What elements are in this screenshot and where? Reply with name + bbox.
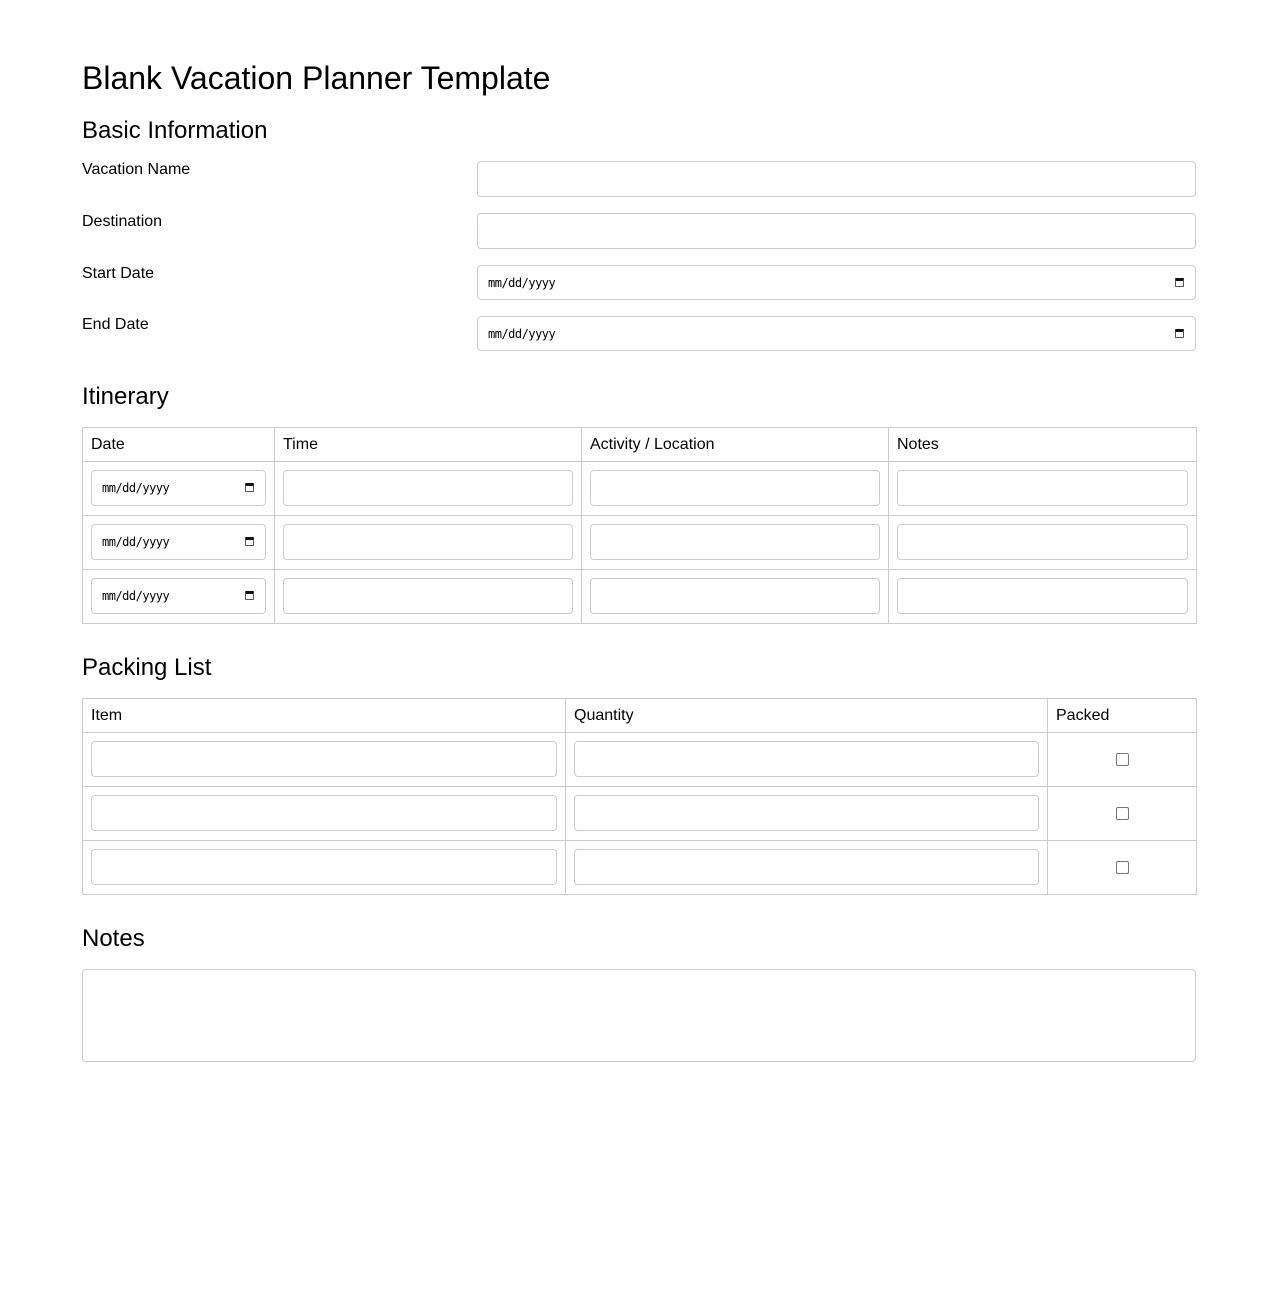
calendar-icon[interactable] <box>1175 278 1184 287</box>
itinerary-time-input[interactable] <box>283 578 573 614</box>
end-date-placeholder: mm/dd/yyyy <box>488 327 556 341</box>
packed-checkbox[interactable] <box>1116 807 1129 820</box>
itinerary-notes-input[interactable] <box>897 578 1188 614</box>
itinerary-date-input[interactable] <box>91 578 266 614</box>
column-header-activity: Activity / Location <box>582 428 889 462</box>
column-header-item: Item <box>83 699 566 733</box>
itinerary-table <box>82 427 1197 624</box>
destination-input[interactable] <box>477 213 1196 249</box>
column-header-notes: Notes <box>889 428 1197 462</box>
itinerary-header-row <box>83 428 1197 462</box>
itinerary-notes-input[interactable] <box>897 524 1188 560</box>
packing-item-input[interactable] <box>91 741 557 777</box>
calendar-icon[interactable] <box>1175 329 1184 338</box>
itinerary-date-input[interactable] <box>91 524 266 560</box>
column-header-date: Date <box>83 428 275 462</box>
notes-heading: Notes <box>82 925 145 952</box>
packing-item-input[interactable] <box>91 849 557 885</box>
vacation-name-input[interactable] <box>477 161 1196 197</box>
packing-quantity-input[interactable] <box>574 795 1039 831</box>
itinerary-notes-input[interactable] <box>897 470 1188 506</box>
packing-list-heading: Packing List <box>82 654 212 681</box>
packing-quantity-input[interactable] <box>574 849 1039 885</box>
itinerary-row <box>83 516 1197 570</box>
itinerary-row <box>83 462 1197 516</box>
date-placeholder: mm/dd/yyyy <box>102 481 170 495</box>
basic-info-heading: Basic Information <box>82 117 268 144</box>
itinerary-row <box>83 570 1197 624</box>
end-date-label: End Date <box>82 316 149 333</box>
start-date-label: Start Date <box>82 265 155 282</box>
start-date-placeholder: mm/dd/yyyy <box>488 276 556 290</box>
packing-row <box>83 841 1197 895</box>
page-title: Blank Vacation Planner Template <box>82 60 551 96</box>
itinerary-activity-input[interactable] <box>590 578 880 614</box>
date-placeholder: mm/dd/yyyy <box>102 535 170 549</box>
itinerary-time-input[interactable] <box>283 524 573 560</box>
itinerary-date-input[interactable] <box>91 470 266 506</box>
itinerary-activity-input[interactable] <box>590 470 880 506</box>
calendar-icon[interactable] <box>245 537 254 546</box>
destination-label: Destination <box>82 213 163 230</box>
packing-list-table <box>82 698 1197 895</box>
end-date-input[interactable] <box>477 316 1196 351</box>
start-date-input[interactable] <box>477 265 1196 300</box>
calendar-icon[interactable] <box>245 483 254 492</box>
itinerary-heading: Itinerary <box>82 383 169 410</box>
column-header-time: Time <box>275 428 582 462</box>
calendar-icon[interactable] <box>245 591 254 600</box>
notes-textarea[interactable] <box>82 969 1196 1062</box>
packed-checkbox[interactable] <box>1116 753 1129 766</box>
column-header-packed: Packed <box>1048 699 1197 733</box>
itinerary-activity-input[interactable] <box>590 524 880 560</box>
packing-row <box>83 733 1197 787</box>
packed-checkbox[interactable] <box>1116 861 1129 874</box>
packing-item-input[interactable] <box>91 795 557 831</box>
vacation-name-label: Vacation Name <box>82 161 191 178</box>
packing-row <box>83 787 1197 841</box>
column-header-quantity: Quantity <box>566 699 1048 733</box>
packing-header-row <box>83 699 1197 733</box>
date-placeholder: mm/dd/yyyy <box>102 589 170 603</box>
packing-quantity-input[interactable] <box>574 741 1039 777</box>
itinerary-time-input[interactable] <box>283 470 573 506</box>
